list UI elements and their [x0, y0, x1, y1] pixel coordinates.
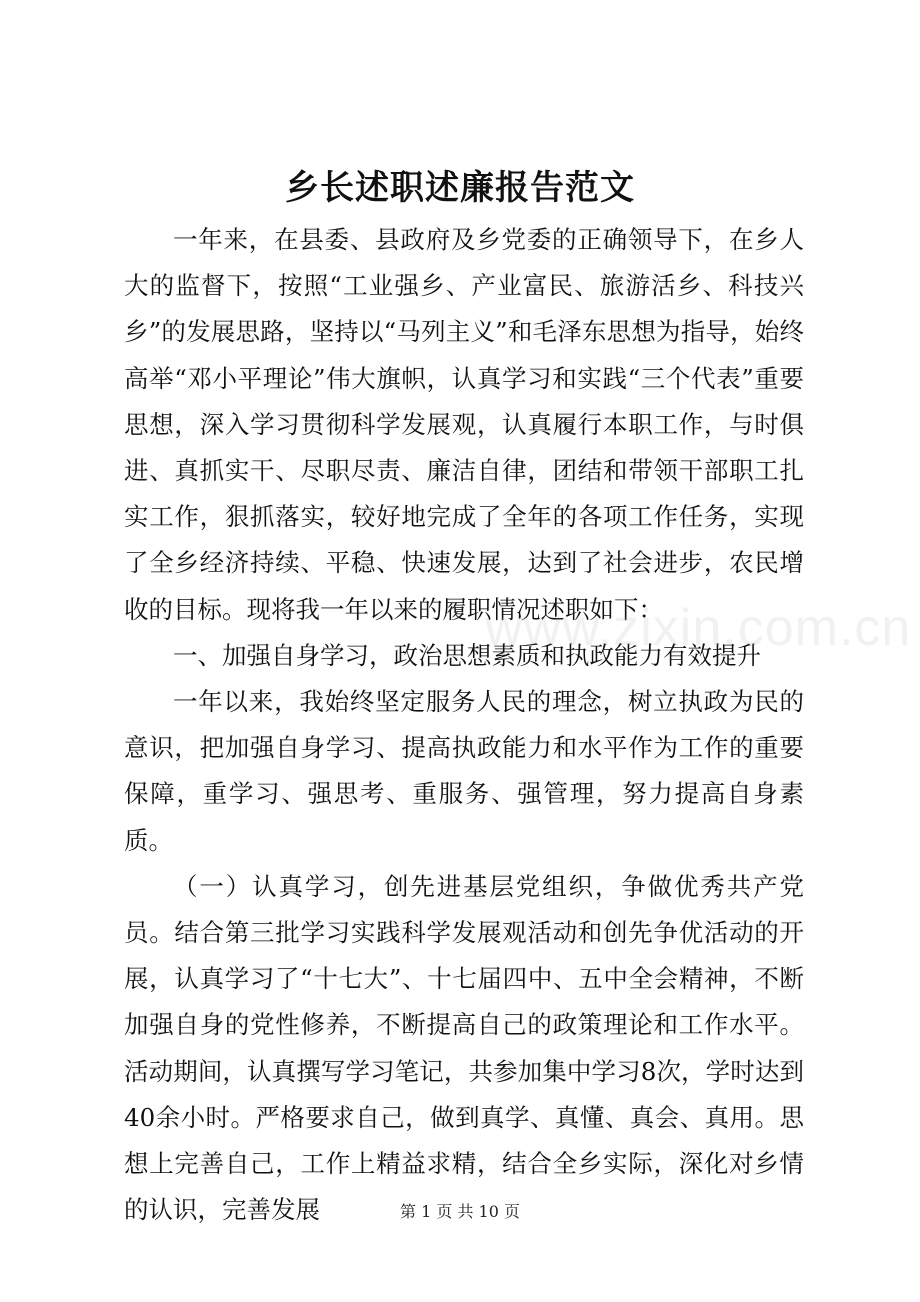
- paragraph-section-1: 一年以来，我始终坚定服务人民的理念，树立执政为民的意识，把加强自身学习、提高执政能力和水平作为工作的重要保障，重学习、强思考、重服务、强管理，努力提高自身素质。: [124, 687, 804, 855]
- page-footer: 第 1 页 共 10 页: [400, 1202, 520, 1221]
- watermark: www.zixin.com.cn: [485, 599, 912, 657]
- paragraph-subsection-1: （一）认真学习，创先进基层党组织，争做优秀共产党员。结合第三批学习实践科学发展观活动和创先争优活动的开展，认真学习了“十七大”、十七届四中、五中全会精神，不断加强自身的党性修养，不断提高自己的政策理论和工作水平。活动期间，认真撰写学习笔记，共参加集中学习8次，学时达到40余小时。严格要求自己，做到真学、真懂、真会、真用。思想上完善自己，工作上精益求精，结合全乡实际，深化对乡情的认识，完善发展: [124, 871, 804, 1225]
- document-body: [124, 217, 804, 1233]
- document-title: 乡长述职述廉报告范文: [285, 168, 635, 208]
- section-heading-1: 一、加强自身学习，政治思想素质和执政能力有效提升: [173, 640, 761, 670]
- paragraph-intro: 一年来，在县委、县政府及乡党委的正确领导下，在乡人大的监督下，按照“工业强乡、产业富民、旅游活乡、科技兴乡”的发展思路，坚持以“马列主义”和毛泽东思想为指导，始终高举“邓小平理论”伟大旗帜，认真学习和实践“三个代表”重要思想，深入学习贯彻科学发展观，认真履行本职工作，与时俱进、真抓实干、尽职尽责、廉洁自律，团结和带领干部职工扎实工作，狠抓落实，较好地完成了全年的各项工作任务，实现了全乡经济持续、平稳、快速发展，达到了社会进步，农民增收的目标。现将我一年以来的履职情况述职如下：: [124, 225, 804, 624]
